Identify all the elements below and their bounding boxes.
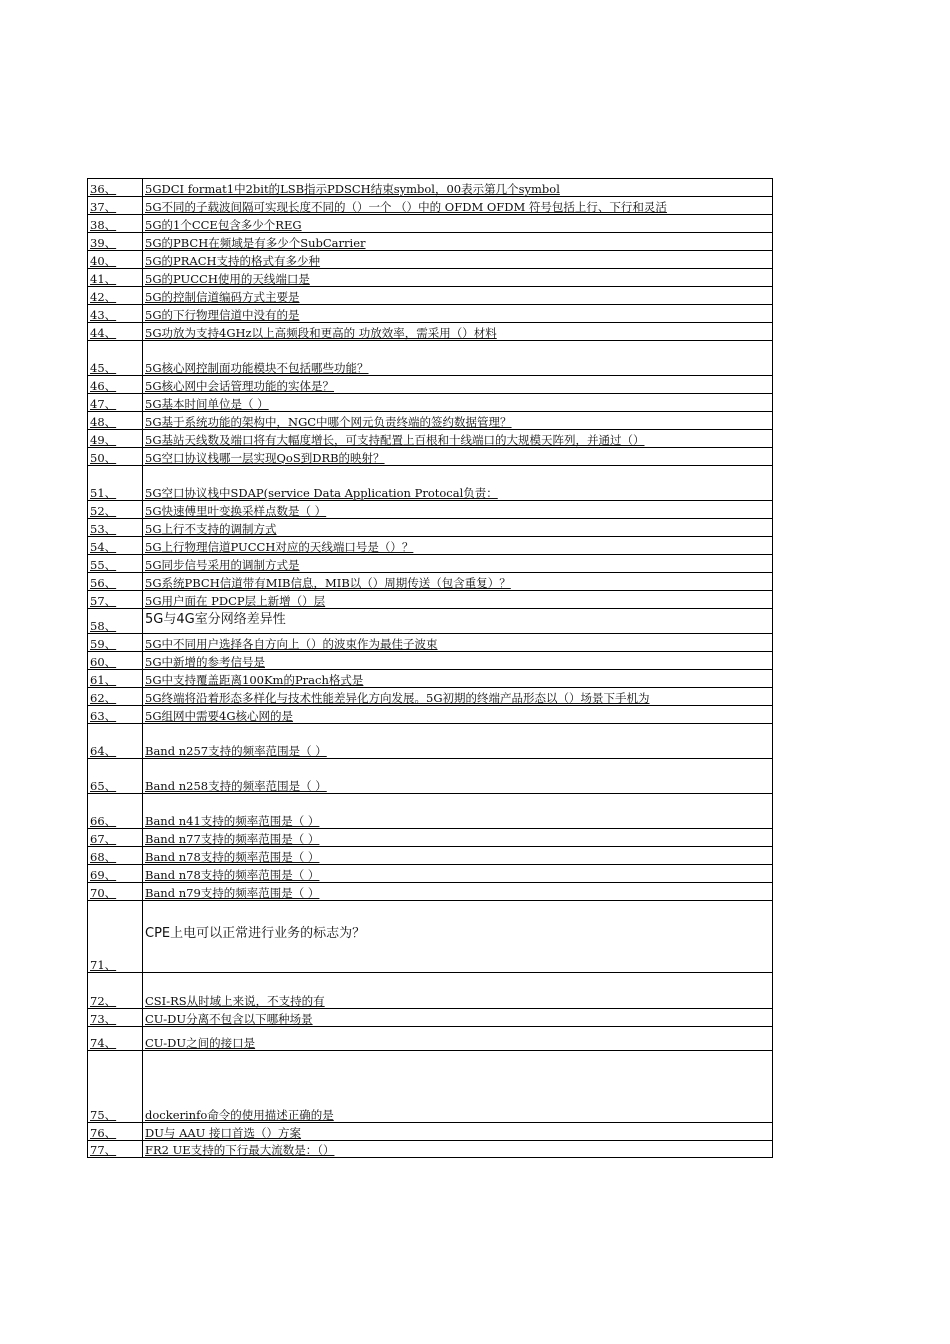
table-row: [88, 537, 772, 555]
question-text: 5G空口协议栈中SDAP(service Data Application Protocal负责：: [145, 486, 498, 500]
question-text: 5G的控制信道编码方式主要是: [145, 290, 300, 304]
table-row: [88, 794, 772, 829]
row-number: 77、: [90, 1143, 117, 1157]
row-number: 71、: [90, 958, 117, 972]
row-number: 40、: [90, 254, 117, 268]
question-text: 5G系统PBCH信道带有MIB信息，MIB以（）周期传送（包含重复）？: [145, 576, 511, 590]
table-row: [88, 829, 772, 847]
question-text: 5G上行不支持的调制方式: [145, 522, 277, 536]
table-row: [88, 519, 772, 537]
table-row: [88, 412, 772, 430]
row-number: 56、: [90, 576, 117, 590]
table-row: [88, 555, 772, 573]
table-row: [88, 1027, 772, 1051]
question-text: 5G的1个CCE包含多少个REG: [145, 218, 302, 232]
row-number: 62、: [90, 691, 117, 705]
row-number: 72、: [90, 994, 117, 1008]
question-text: FR2 UE支持的下行最大流数是：（）: [145, 1143, 335, 1157]
question-text: Band n257支持的频率范围是（ ）: [145, 744, 327, 758]
table-row: [88, 305, 772, 323]
question-text: 5G终端将沿着形态多样化与技术性能差异化方向发展。5G初期的终端产品形态以（）场景下手机为: [145, 691, 650, 705]
table-row: [88, 501, 772, 519]
row-number: 73、: [90, 1012, 117, 1026]
table-row: [88, 1009, 772, 1027]
question-text: 5G空口协议栈哪一层实现QoS到DRB的映射？: [145, 451, 385, 465]
table-row: [88, 634, 772, 652]
question-text: CU-DU分离不包含以下哪种场景: [145, 1012, 313, 1026]
row-number: 43、: [90, 308, 117, 322]
row-number: 49、: [90, 433, 117, 447]
question-text: Band n77支持的频率范围是（ ）: [145, 832, 320, 846]
question-text: 5G快速傅里叶变换采样点数是（ ）: [145, 504, 327, 518]
table-row: [88, 466, 772, 501]
table-row: [88, 901, 772, 973]
table-row: [88, 883, 772, 901]
question-text: 5G上行物理信道PUCCH对应的天线端口号是（）？: [145, 540, 414, 554]
question-text: 5G基于系统功能的架构中，NGC中哪个网元负责终端的签约数据管理？: [145, 415, 512, 429]
question-text: DU与 AAU 接口首选（）方案: [145, 1126, 302, 1140]
row-number: 52、: [90, 504, 117, 518]
table-row: [88, 759, 772, 794]
question-text: 5G用户面在 PDCP层上新增（）层: [145, 594, 326, 608]
table-row: [88, 448, 772, 466]
question-text: 5G核心网控制面功能模块不包括哪些功能？: [145, 361, 369, 375]
row-number: 61、: [90, 673, 117, 687]
question-text: 5G组网中需要4G核心网的是: [145, 709, 294, 723]
table-row: [88, 688, 772, 706]
question-text: CPE上电可以正常进行业务的标志为？: [145, 926, 366, 941]
row-number: 67、: [90, 832, 117, 846]
row-number: 41、: [90, 272, 117, 286]
row-number: 46、: [90, 379, 117, 393]
question-text: 5G与4G室分网络差异性: [145, 612, 286, 627]
row-number: 42、: [90, 290, 117, 304]
row-number: 76、: [90, 1126, 117, 1140]
question-text: 5G核心网中会话管理功能的实体是？: [145, 379, 335, 393]
table-row: [88, 724, 772, 759]
question-text: 5G的PRACH支持的格式有多少种: [145, 254, 321, 268]
table-row: [88, 341, 772, 376]
row-number: 38、: [90, 218, 117, 232]
row-number: 63、: [90, 709, 117, 723]
row-number: 74、: [90, 1036, 117, 1050]
table-row: [88, 179, 772, 197]
table-row: [88, 215, 772, 233]
question-text: 5G中不同用户选择各自方向上（）的波束作为最佳子波束: [145, 637, 438, 651]
table-row: [88, 376, 772, 394]
row-number: 36、: [90, 182, 117, 196]
row-number: 64、: [90, 744, 117, 758]
question-table: [87, 178, 773, 1158]
question-text: Band n79支持的频率范围是（ ）: [145, 886, 320, 900]
row-number: 44、: [90, 326, 117, 340]
question-text: dockerinfo命令的使用描述正确的是: [145, 1108, 334, 1122]
question-text: 5G的下行物理信道中没有的是: [145, 308, 300, 322]
row-number: 39、: [90, 236, 117, 250]
row-number: 47、: [90, 397, 117, 411]
row-number: 70、: [90, 886, 117, 900]
row-number: 51、: [90, 486, 117, 500]
table-row: [88, 394, 772, 412]
table-row: [88, 652, 772, 670]
table-row: [88, 973, 772, 1009]
question-text: 5G的PBCH在频域是有多少个SubCarrier: [145, 236, 366, 250]
row-number: 66、: [90, 814, 117, 828]
question-text: Band n41支持的频率范围是（ ）: [145, 814, 320, 828]
question-text: Band n78支持的频率范围是（ ）: [145, 850, 320, 864]
table-row: [88, 1141, 772, 1158]
table-row: [88, 430, 772, 448]
table-row: [88, 233, 772, 251]
table-row: [88, 670, 772, 688]
table-row: [88, 323, 772, 341]
table-row: [88, 706, 772, 724]
table-row: [88, 287, 772, 305]
row-number: 75、: [90, 1108, 117, 1122]
table-row: [88, 251, 772, 269]
table-row: [88, 1123, 772, 1141]
question-text: 5G基站天线数及端口将有大幅度增长，可支持配置上百根和十线端口的大规模天阵列，并通过（）: [145, 433, 645, 447]
row-number: 57、: [90, 594, 117, 608]
row-number: 60、: [90, 655, 117, 669]
question-text: 5G中支持覆盖距离100Km的Prach格式是: [145, 673, 364, 687]
row-number: 68、: [90, 850, 117, 864]
question-text: 5G基本时间单位是（ ）: [145, 397, 269, 411]
question-text: CU-DU之间的接口是: [145, 1036, 256, 1050]
row-number: 45、: [90, 361, 117, 375]
row-number: 37、: [90, 200, 117, 214]
question-text: 5G中新增的参考信号是: [145, 655, 266, 669]
row-number: 59、: [90, 637, 117, 651]
row-number: 48、: [90, 415, 117, 429]
row-number: 58、: [90, 619, 117, 633]
question-text: Band n78支持的频率范围是（ ）: [145, 868, 320, 882]
row-number: 50、: [90, 451, 117, 465]
table-row: [88, 609, 772, 634]
table-row: [88, 269, 772, 287]
question-text: 5G不同的子载波间隔可实现长度不同的（）一个 （）中的 OFDM OFDM 符号包括上行、下行和灵活: [145, 200, 667, 214]
question-text: Band n258支持的频率范围是（ ）: [145, 779, 327, 793]
question-text: 5G的PUCCH使用的天线端口是: [145, 272, 310, 286]
table-row: [88, 865, 772, 883]
question-text: 5G功放为支持4GHz以上高频段和更高的 功放效率，需采用（）材料: [145, 326, 497, 340]
table-row: [88, 573, 772, 591]
table-row: [88, 197, 772, 215]
row-number: 69、: [90, 868, 117, 882]
question-text: 5G同步信号采用的调制方式是: [145, 558, 300, 572]
question-text: 5GDCI format1中2bit的LSB指示PDSCH结束symbol，00表示第几个symbol: [145, 182, 560, 196]
table-row: [88, 847, 772, 865]
row-number: 54、: [90, 540, 117, 554]
question-text: CSI-RS从时域上来说，不支持的有: [145, 994, 325, 1008]
table-row: [88, 591, 772, 609]
row-number: 53、: [90, 522, 117, 536]
row-number: 65、: [90, 779, 117, 793]
row-number: 55、: [90, 558, 117, 572]
table-row: [88, 1051, 772, 1123]
